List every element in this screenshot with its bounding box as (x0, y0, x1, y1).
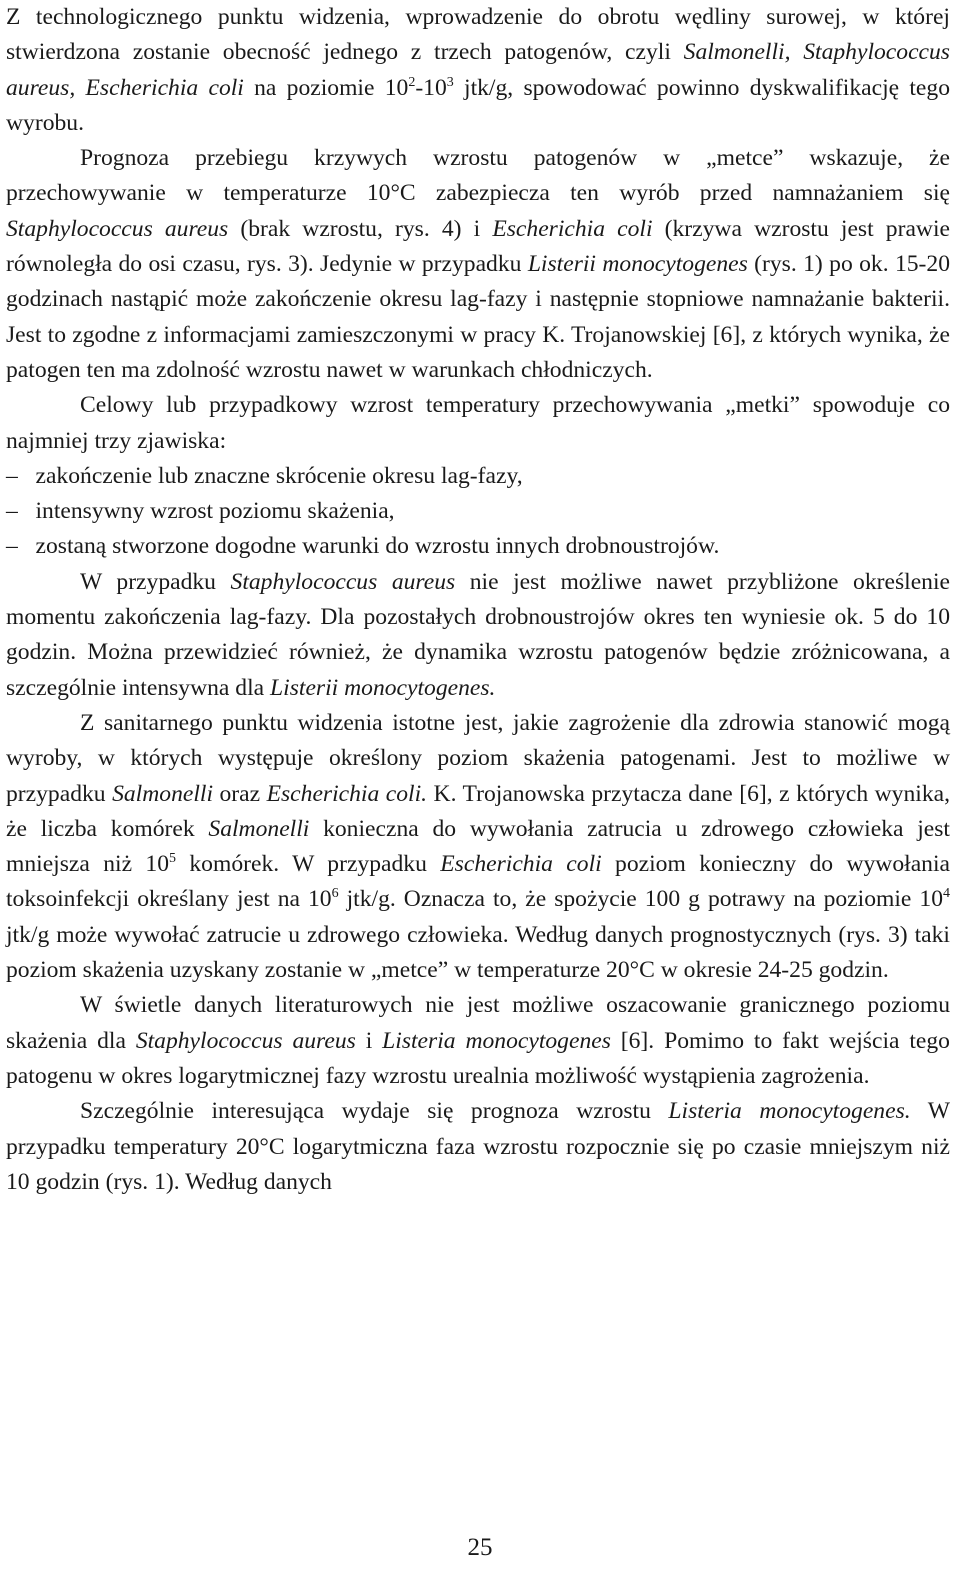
italic-term: Staphylococcus aureus (6, 215, 229, 242)
text-run: Szczególnie interesująca wydaje się prognoza wzrostu (80, 1098, 669, 1125)
list-item (6, 459, 950, 494)
text-run: oraz (213, 780, 267, 807)
italic-term: Listeria monocytogenes. (668, 1098, 911, 1125)
superscript-exponent: 6 (331, 886, 339, 902)
text-run: W przypadku temperatury 20°C logarytmiczna faza wzrostu rozpocznie się po czasie mniejszym niż 10 godzin (rys. 1). Według danych (6, 1098, 951, 1195)
italic-term: Escherichia coli (492, 215, 653, 242)
paragraph (6, 988, 950, 1094)
page-number: 25 (467, 1534, 493, 1561)
italic-term: Escherichia coli (440, 851, 602, 878)
superscript-exponent: 3 (446, 74, 454, 90)
italic-term: Salmonelli, Staphylococcus aureus, Escherichia coli (6, 39, 950, 101)
text-run: jtk/g może wywołać zatrucie u zdrowego człowieka. Według danych prognostycznych (rys. 3) taki poziom skażenia uzyskany zostanie w „metce” w temperaturze 20°C w okresie 24-25 godzin. (6, 921, 950, 984)
italic-term: Salmonelli (208, 815, 310, 842)
text-run: konieczna do wywołania zatrucia u zdrowego człowieka jest mniejsza niż 10 (6, 815, 950, 878)
text-run: i (355, 1027, 383, 1054)
italic-term: Salmonelli (112, 780, 213, 807)
text-run: poziom konieczny do wywołania toksoinfekcji określany jest na 10 (6, 851, 950, 913)
italic-term: Staphylococcus aureus (230, 568, 456, 595)
text-run: W świetle danych literaturowych nie jest możliwe oszacowanie granicznego poziomu skażenia dla (6, 992, 950, 1054)
paragraph (6, 1094, 950, 1200)
text-run: Z sanitarnego punktu widzenia istotne jest, jakie zagrożenie dla zdrowia stanowić mogą wyroby, w których występuje określony poziom skażenia patogenami. Jest to możliwe w przypadku (6, 709, 950, 807)
text-run: – zostaną stworzone dogodne warunki do wzrostu innych drobnoustrojów. (6, 533, 720, 560)
text-run: W przypadku (80, 568, 231, 595)
text-run: -10 (415, 74, 447, 101)
body-text (6, 0, 950, 1200)
text-run: Celowy lub przypadkowy wzrost temperatury przechowywania „metki” spowoduje co najmniej trzy zjawiska: (6, 392, 950, 454)
paragraph (6, 565, 950, 706)
paragraph (6, 0, 950, 141)
text-run: (brak wzrostu, rys. 4) i (228, 215, 493, 242)
text-run: na poziomie 10 (243, 74, 409, 101)
italic-term: Listerii monocytogenes (527, 251, 748, 278)
text-run: – intensywny wzrost poziomu skażenia, (6, 498, 395, 525)
superscript-exponent: 5 (169, 851, 177, 867)
italic-term: Listerii monocytogenes. (270, 674, 496, 701)
text-run: Z technologicznego punktu widzenia, wprowadzenie do obrotu wędliny surowej, w której stwierdzona zostanie obecność jednego z trzech patogenów, czyli (6, 4, 950, 66)
italic-term: Escherichia coli. (266, 780, 428, 807)
text-run: nie jest możliwe nawet przybliżone określenie momentu zakończenia lag-fazy. Dla pozostałych drobnoustrojów okres ten wyniesie ok. 5 do 10 godzin. Można przewidzieć również, że dynamika wzrostu patogenów będzie zróżnicowana, a szczególnie intensywna dla (6, 568, 950, 701)
paragraph (6, 706, 950, 988)
list-item (6, 494, 950, 529)
text-run: K. Trojanowska przytacza dane [6], z których wynika, że liczba komórek (6, 780, 951, 842)
superscript-exponent: 4 (943, 886, 950, 902)
superscript-exponent: 2 (408, 74, 416, 90)
paragraph (6, 141, 950, 388)
text-run: komórek. W przypadku (176, 851, 441, 878)
text-run: Prognoza przebiegu krzywych wzrostu patogenów w „metce” wskazuje, że przechowywanie w temperaturze 10°C zabezpiecza ten wyrób przed namnażaniem się (6, 145, 950, 207)
text-run: (krzywa wzrostu jest prawie równoległa do osi czasu, rys. 3). Jedynie w przypadku (6, 215, 950, 278)
italic-term: Staphylococcus aureus (135, 1027, 356, 1054)
text-run: jtk/g, spowodować powinno dyskwalifikację tego wyrobu. (6, 74, 950, 136)
text-run: (rys. 1) po ok. 15-20 godzinach nastąpić może zakończenie okresu lag-fazy i następnie stopniowe namnażanie bakterii. Jest to zgodne z informacjami zamieszczonymi w pracy K. Trojanowskiej [6], z których wynika, że patogen ten ma zdolność wzrostu nawet w warunkach chłodniczych. (6, 251, 951, 383)
text-run: jtk/g. Oznacza to, że spożycie 100 g potrawy na poziomie 10 (338, 886, 943, 913)
paragraph (6, 388, 950, 459)
text-run: [6]. Pomimo to fakt wejścia tego patogenu w okres logarytmicznej fazy wzrostu urealnia możliwość wystąpienia zagrożenia. (6, 1027, 950, 1089)
list-item (6, 529, 950, 564)
text-run: – zakończenie lub znaczne skrócenie okresu lag-fazy, (6, 462, 523, 489)
italic-term: Listeria monocytogenes (382, 1027, 611, 1054)
